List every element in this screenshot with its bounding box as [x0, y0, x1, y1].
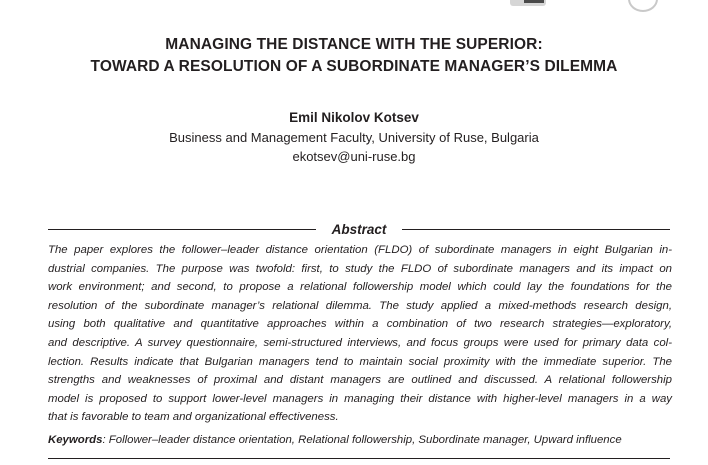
abstract-heading-row: [48, 221, 670, 239]
author-name: Emil Nikolov Kotsev: [289, 110, 419, 125]
abstract-line: The paper explores the follower–leader distance orientation (FLDO) of subordinate managers in eight Bulgarian in-: [48, 244, 672, 256]
author-email: ekotsev@uni-ruse.bg: [292, 149, 416, 164]
abstract-rule-left: [48, 229, 316, 230]
abstract-heading: Abstract: [331, 222, 387, 237]
abstract-line: model is proposed to support lower-level managers in managing their distance with higher-level managers in a way: [48, 392, 672, 405]
title-line-1: MANAGING THE DISTANCE WITH THE SUPERIOR:: [165, 36, 543, 53]
keywords-separator: :: [102, 434, 109, 446]
abstract-line: dustrial companies. The purpose was twofold: first, to study the FLDO of subordinate managers and its impact on: [48, 262, 672, 275]
page-top-strip: [0, 0, 708, 8]
title-line-2: TOWARD A RESOLUTION OF A SUBORDINATE MANAGER’S DILEMMA: [90, 58, 618, 75]
keywords-label: Keywords: [48, 434, 103, 446]
paper-title: [0, 34, 708, 78]
author-affiliation: Business and Management Faculty, University of Ruse, Bulgaria: [169, 130, 539, 145]
abstract-rule-right: [402, 229, 670, 230]
abstract-line: lection. Results indicate that Bulgarian managers tend to maintain social proximity with the immediate superior. The: [48, 355, 672, 368]
journal-logo-fragment: [510, 0, 546, 6]
keywords-text: Follower–leader distance orientation, Relational followership, Subordinate manager, Upward influence: [108, 434, 622, 446]
abstract-body: [48, 241, 672, 427]
abstract-line: work environment; and second, to propose a relational followership model which could lay the foundations for the: [48, 281, 672, 294]
abstract-line: strengths and weaknesses of proximal and distant managers are outlined and discussed. A relational followership: [48, 374, 672, 387]
seal-icon: [628, 0, 658, 12]
abstract-line: and descriptive. A survey questionnaire, semi-structured interviews, and focus groups were used for primary data col-: [48, 336, 672, 349]
abstract-line: using both qualitative and quantitative approaches within a combination of two research strategies—exploratory,: [48, 318, 672, 331]
bottom-rule: [48, 458, 670, 459]
keywords: [48, 431, 672, 449]
abstract-line: that is favorable to team and organizational effectiveness.: [48, 411, 339, 424]
abstract-line: resolution of the subordinate manager’s relational dilemma. The study applied a mixed-methods research design,: [48, 299, 672, 312]
